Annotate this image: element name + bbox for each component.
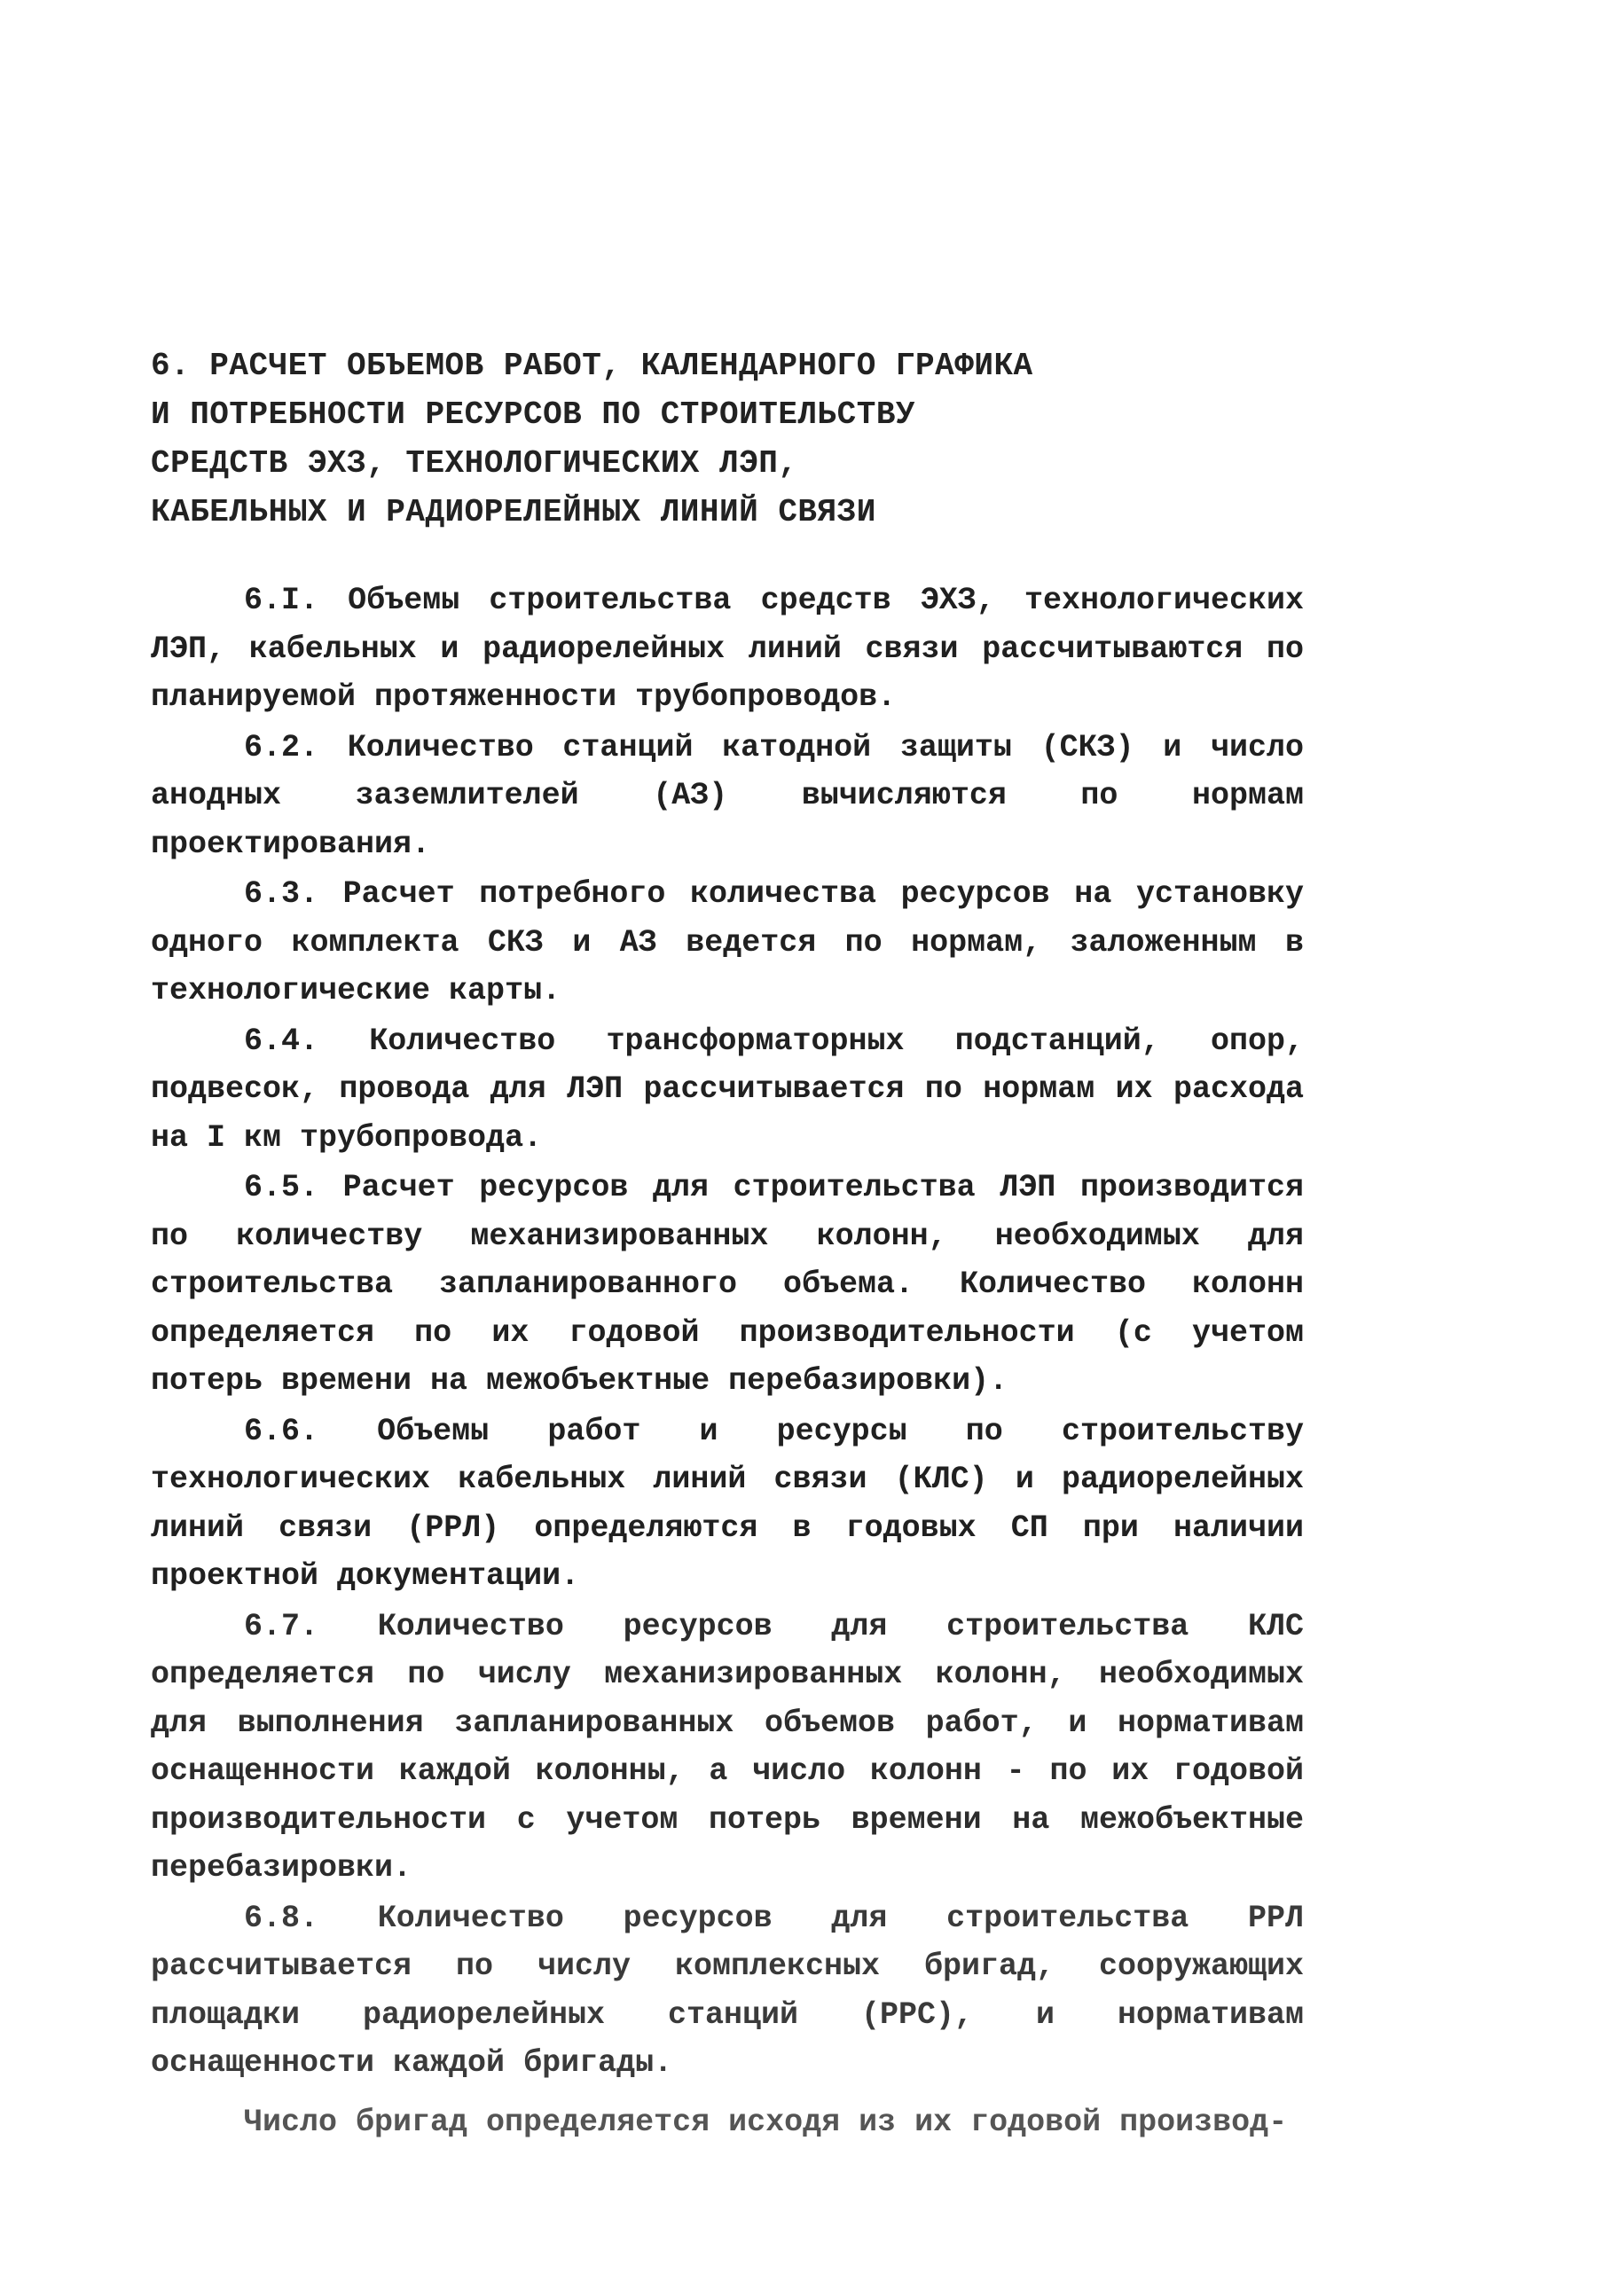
section-heading: [151, 341, 1481, 537]
heading-line-4: КАБЕЛЬНЫХ И РАДИОРЕЛЕЙНЫХ ЛИНИЙ СВЯЗИ: [151, 494, 876, 530]
paragraph-6-2: 6.2. Количество станций катодной защиты (СКЗ) и число анодных заземлителей (АЗ) вычисляются по нормам проектирования.: [151, 729, 1304, 862]
paragraph-brigades-count: Число бригад определяется исходя из их годовой производ-: [244, 2104, 1288, 2140]
paragraph-6-8: 6.8. Количество ресурсов для строительства РРЛ рассчитывается по числу комплексных бригад, сооружающих площадки радиорелейных станций (РРС), и нормативам оснащенности каждой бригады.: [151, 1900, 1304, 2081]
heading-line-2: И ПОТРЕБНОСТИ РЕСУРСОВ ПО СТРОИТЕЛЬСТВУ: [151, 396, 916, 433]
heading-line-3: СРЕДСТВ ЭХЗ, ТЕХНОЛОГИЧЕСКИХ ЛЭП,: [151, 445, 798, 482]
paragraph-6-5: 6.5. Расчет ресурсов для строительства ЛЭП производится по количеству механизированных колонн, необходимых для строительства запланированного объема. Количество колонн определяется по их годовой производительности (с учетом потерь времени на межобъектные перебазировки).: [151, 1170, 1304, 1399]
paragraph-6-6: 6.6. Объемы работ и ресурсы по строительству технологических кабельных линий связи (КЛС) и радиорелейных линий связи (РРЛ) определяются в годовых СП при наличии проектной документации.: [151, 1413, 1304, 1594]
heading-line-1: 6. РАСЧЕТ ОБЪЕМОВ РАБОТ, КАЛЕНДАРНОГО ГРАФИКА: [151, 348, 1033, 384]
paragraph-6-3: 6.3. Расчет потребного количества ресурсов на установку одного комплекта СКЗ и АЗ ведется по нормам, заложенным в технологические карты.: [151, 876, 1304, 1008]
paragraph-6-7: 6.7. Количество ресурсов для строительства КЛС определяется по числу механизированных колонн, необходимых для выполнения запланированных объемов работ, и нормативам оснащенности каждой колонны, а число колонн - по их годовой производительности с учетом потерь времени на межобъектные перебазировки.: [151, 1608, 1304, 1886]
paragraph-6-1: 6.I. Объемы строительства средств ЭХЗ, технологических ЛЭП, кабельных и радиорелейных линий связи рассчитываются по планируемой протяженности трубопроводов.: [151, 583, 1304, 715]
section-body: [151, 576, 1304, 2148]
paragraph-6-4: 6.4. Количество трансформаторных подстанций, опор, подвесок, провода для ЛЭП рассчитывается по нормам их расхода на I км трубопровода.: [151, 1023, 1304, 1156]
